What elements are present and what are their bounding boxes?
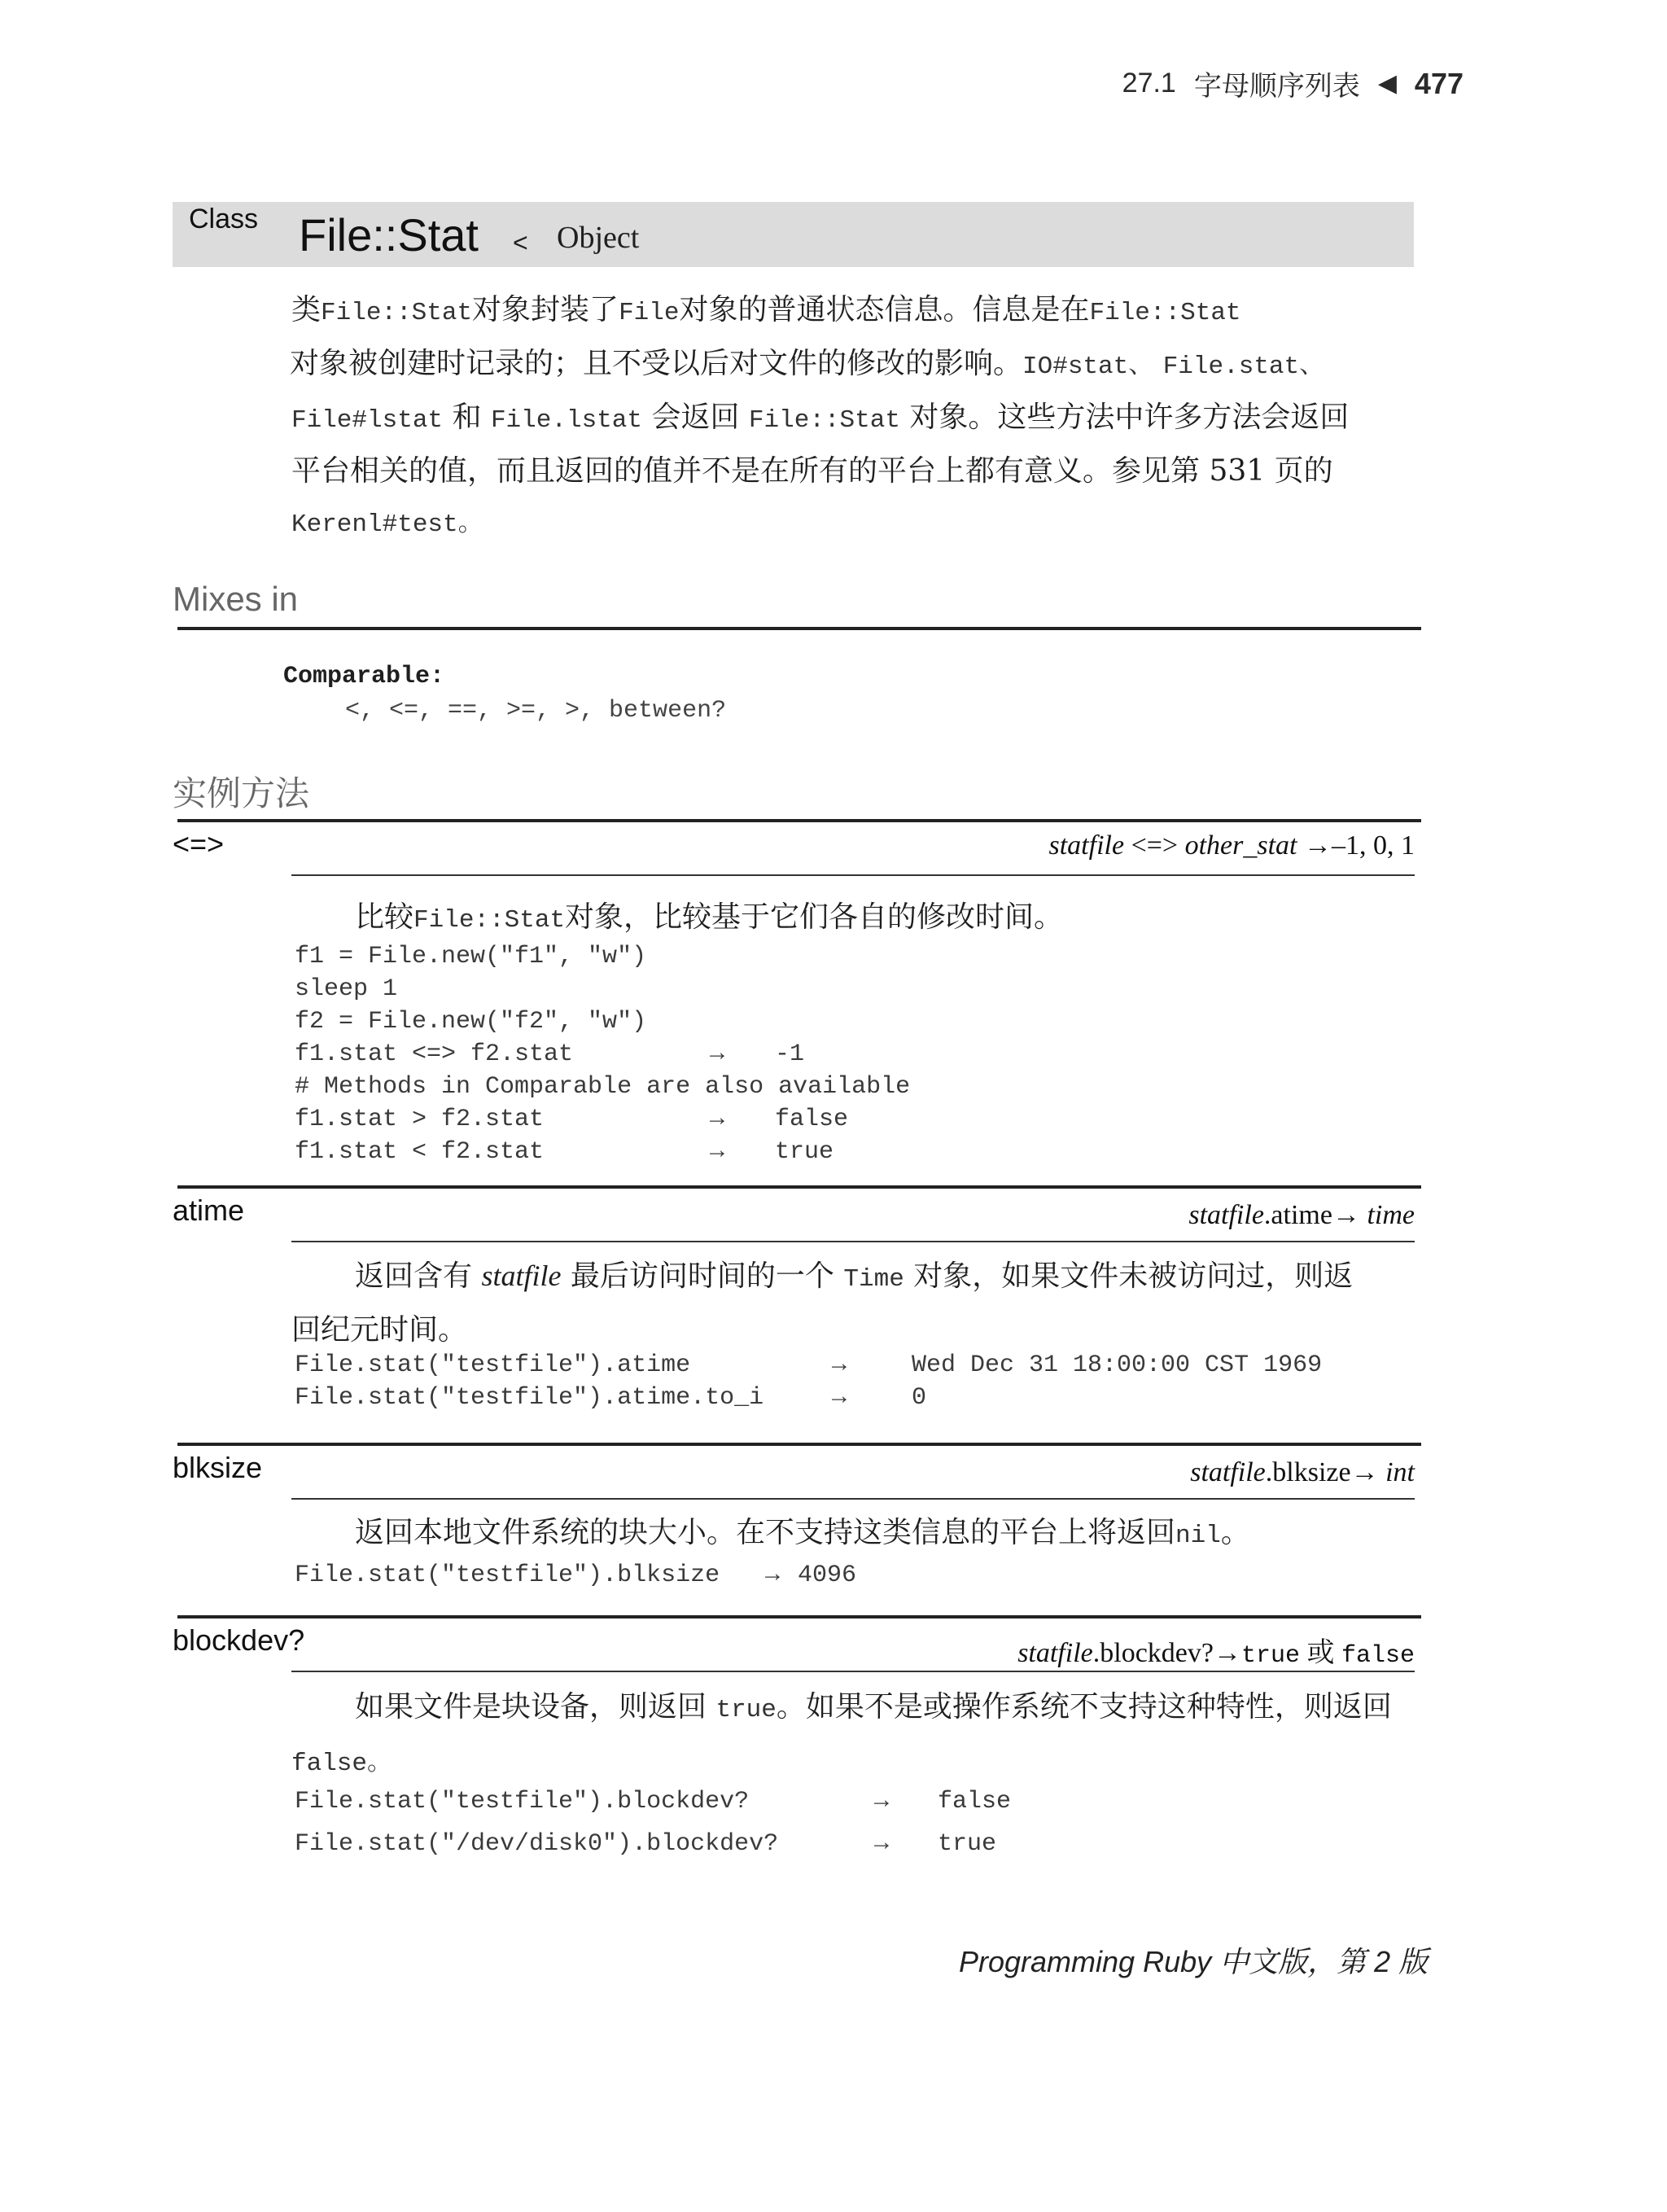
result-arrow-icon: → — [832, 1384, 847, 1412]
result-arrow-icon: → — [874, 1830, 890, 1858]
method-signature-blksize: statfile.blksize→ int — [1190, 1457, 1415, 1487]
signature-rule — [291, 1498, 1415, 1500]
method-signature-blockdev: statfile.blockdev?→true 或 false — [1017, 1638, 1415, 1670]
page-number: 477 — [1414, 66, 1464, 100]
code-result: 0 — [912, 1384, 927, 1412]
parent-class: Object — [557, 221, 640, 255]
instance-methods-rule — [177, 819, 1421, 822]
code-result: false — [938, 1788, 1012, 1816]
signature-rule — [291, 874, 1415, 876]
book-edition: 中文版，第 2 版 — [1211, 1945, 1429, 1978]
comparable-methods: <, <=, ==, >=, >, between? — [345, 697, 727, 725]
method-description-spaceship: 比较File::Stat对象，比较基于它们各自的修改时间。 — [355, 900, 1064, 935]
running-header — [1122, 64, 1464, 103]
code-result: Wed Dec 31 18:00:00 CST 1969 — [912, 1351, 1323, 1379]
method-name-blksize: blksize — [173, 1451, 263, 1484]
result-arrow-icon: → — [832, 1351, 847, 1379]
class-description: 类File::Stat对象封装了File对象的普通状态信息。信息是在File::Stat 对象被创建时记录的；且不受以后对文件的修改的影响。IO#stat、 File.stat、 File#lstat 和 File.lstat 会返回 File::Stat 对象。这些方法中许多方法会返回 平台相关的值，而且返回的值并不是在所有的平台上都有意义。参见第 531 页的 Kerenl#test。 — [290, 293, 1350, 539]
book-title: Programming Ruby — [959, 1945, 1212, 1978]
page-footer — [959, 1939, 1428, 1981]
mixes-in-heading: Mixes in — [173, 580, 299, 618]
left-triangle-icon: ◀ — [1377, 70, 1397, 97]
method-rule — [177, 1615, 1421, 1618]
method-name-atime: atime — [173, 1194, 245, 1227]
method-name-blockdev: blockdev? — [173, 1623, 305, 1657]
code-result: 4096 — [798, 1562, 857, 1589]
method-signature-atime: statfile.atime→ time — [1188, 1200, 1415, 1230]
code-expression: # Methods in Comparable are also available — [295, 1073, 911, 1101]
result-arrow-icon: → — [874, 1788, 890, 1816]
code-expression: File.stat("/dev/disk0").blockdev? — [295, 1830, 779, 1858]
result-arrow-icon: → — [765, 1562, 781, 1589]
code-expression: sleep 1 — [295, 975, 398, 1003]
section-title: 字母顺序列表 — [1193, 72, 1360, 102]
code-expression: File.stat("testfile").atime.to_i — [295, 1384, 764, 1412]
code-expression: f1.stat < f2.stat — [295, 1138, 545, 1166]
method-rule — [177, 1185, 1421, 1189]
class-label: Class — [189, 204, 259, 234]
method-signature-spaceship: statfile <=> other_stat →–1, 0, 1 — [1048, 830, 1415, 861]
code-expression: File.stat("testfile").blksize — [295, 1562, 720, 1589]
method-name-spaceship: <=> — [173, 827, 225, 861]
class-banner — [173, 202, 1414, 267]
code-expression: File.stat("testfile").blockdev? — [295, 1788, 750, 1816]
instance-methods-heading: 实例方法 — [173, 773, 310, 813]
code-result: true — [775, 1138, 834, 1166]
mixes-in-rule — [177, 627, 1421, 630]
code-result: false — [775, 1106, 849, 1133]
method-rule — [177, 1443, 1421, 1446]
code-result: true — [938, 1830, 997, 1858]
code-expression: f1 = File.new("f1", "w") — [295, 943, 647, 970]
method-description-blockdev: 如果文件是块设备，则返回 true。如果不是或操作系统不支持这种特性，则返回 false。 — [291, 1690, 1392, 1778]
code-expression: File.stat("testfile").atime — [295, 1351, 691, 1379]
signature-rule — [291, 1241, 1415, 1242]
code-result: -1 — [775, 1040, 805, 1068]
code-expression: f1.stat > f2.stat — [295, 1106, 545, 1133]
method-description-atime: 返回含有 statfile 最后访问时间的一个 Time 对象，如果文件未被访问过，则返 回纪元时间。 — [291, 1259, 1354, 1347]
result-arrow-icon: → — [710, 1138, 725, 1166]
code-expression: f2 = File.new("f2", "w") — [295, 1008, 647, 1036]
method-description-blksize: 返回本地文件系统的块大小。在不支持这类信息的平台上将返回nil。 — [355, 1516, 1250, 1550]
inherits-symbol: < — [513, 228, 528, 257]
signature-rule — [291, 1671, 1415, 1672]
section-number: 27.1 — [1122, 68, 1176, 99]
code-expression: f1.stat <=> f2.stat — [295, 1040, 574, 1068]
comparable-module: Comparable: — [283, 663, 445, 690]
result-arrow-icon: → — [710, 1040, 725, 1068]
result-arrow-icon: → — [710, 1106, 725, 1133]
class-name: File::Stat — [299, 209, 479, 261]
